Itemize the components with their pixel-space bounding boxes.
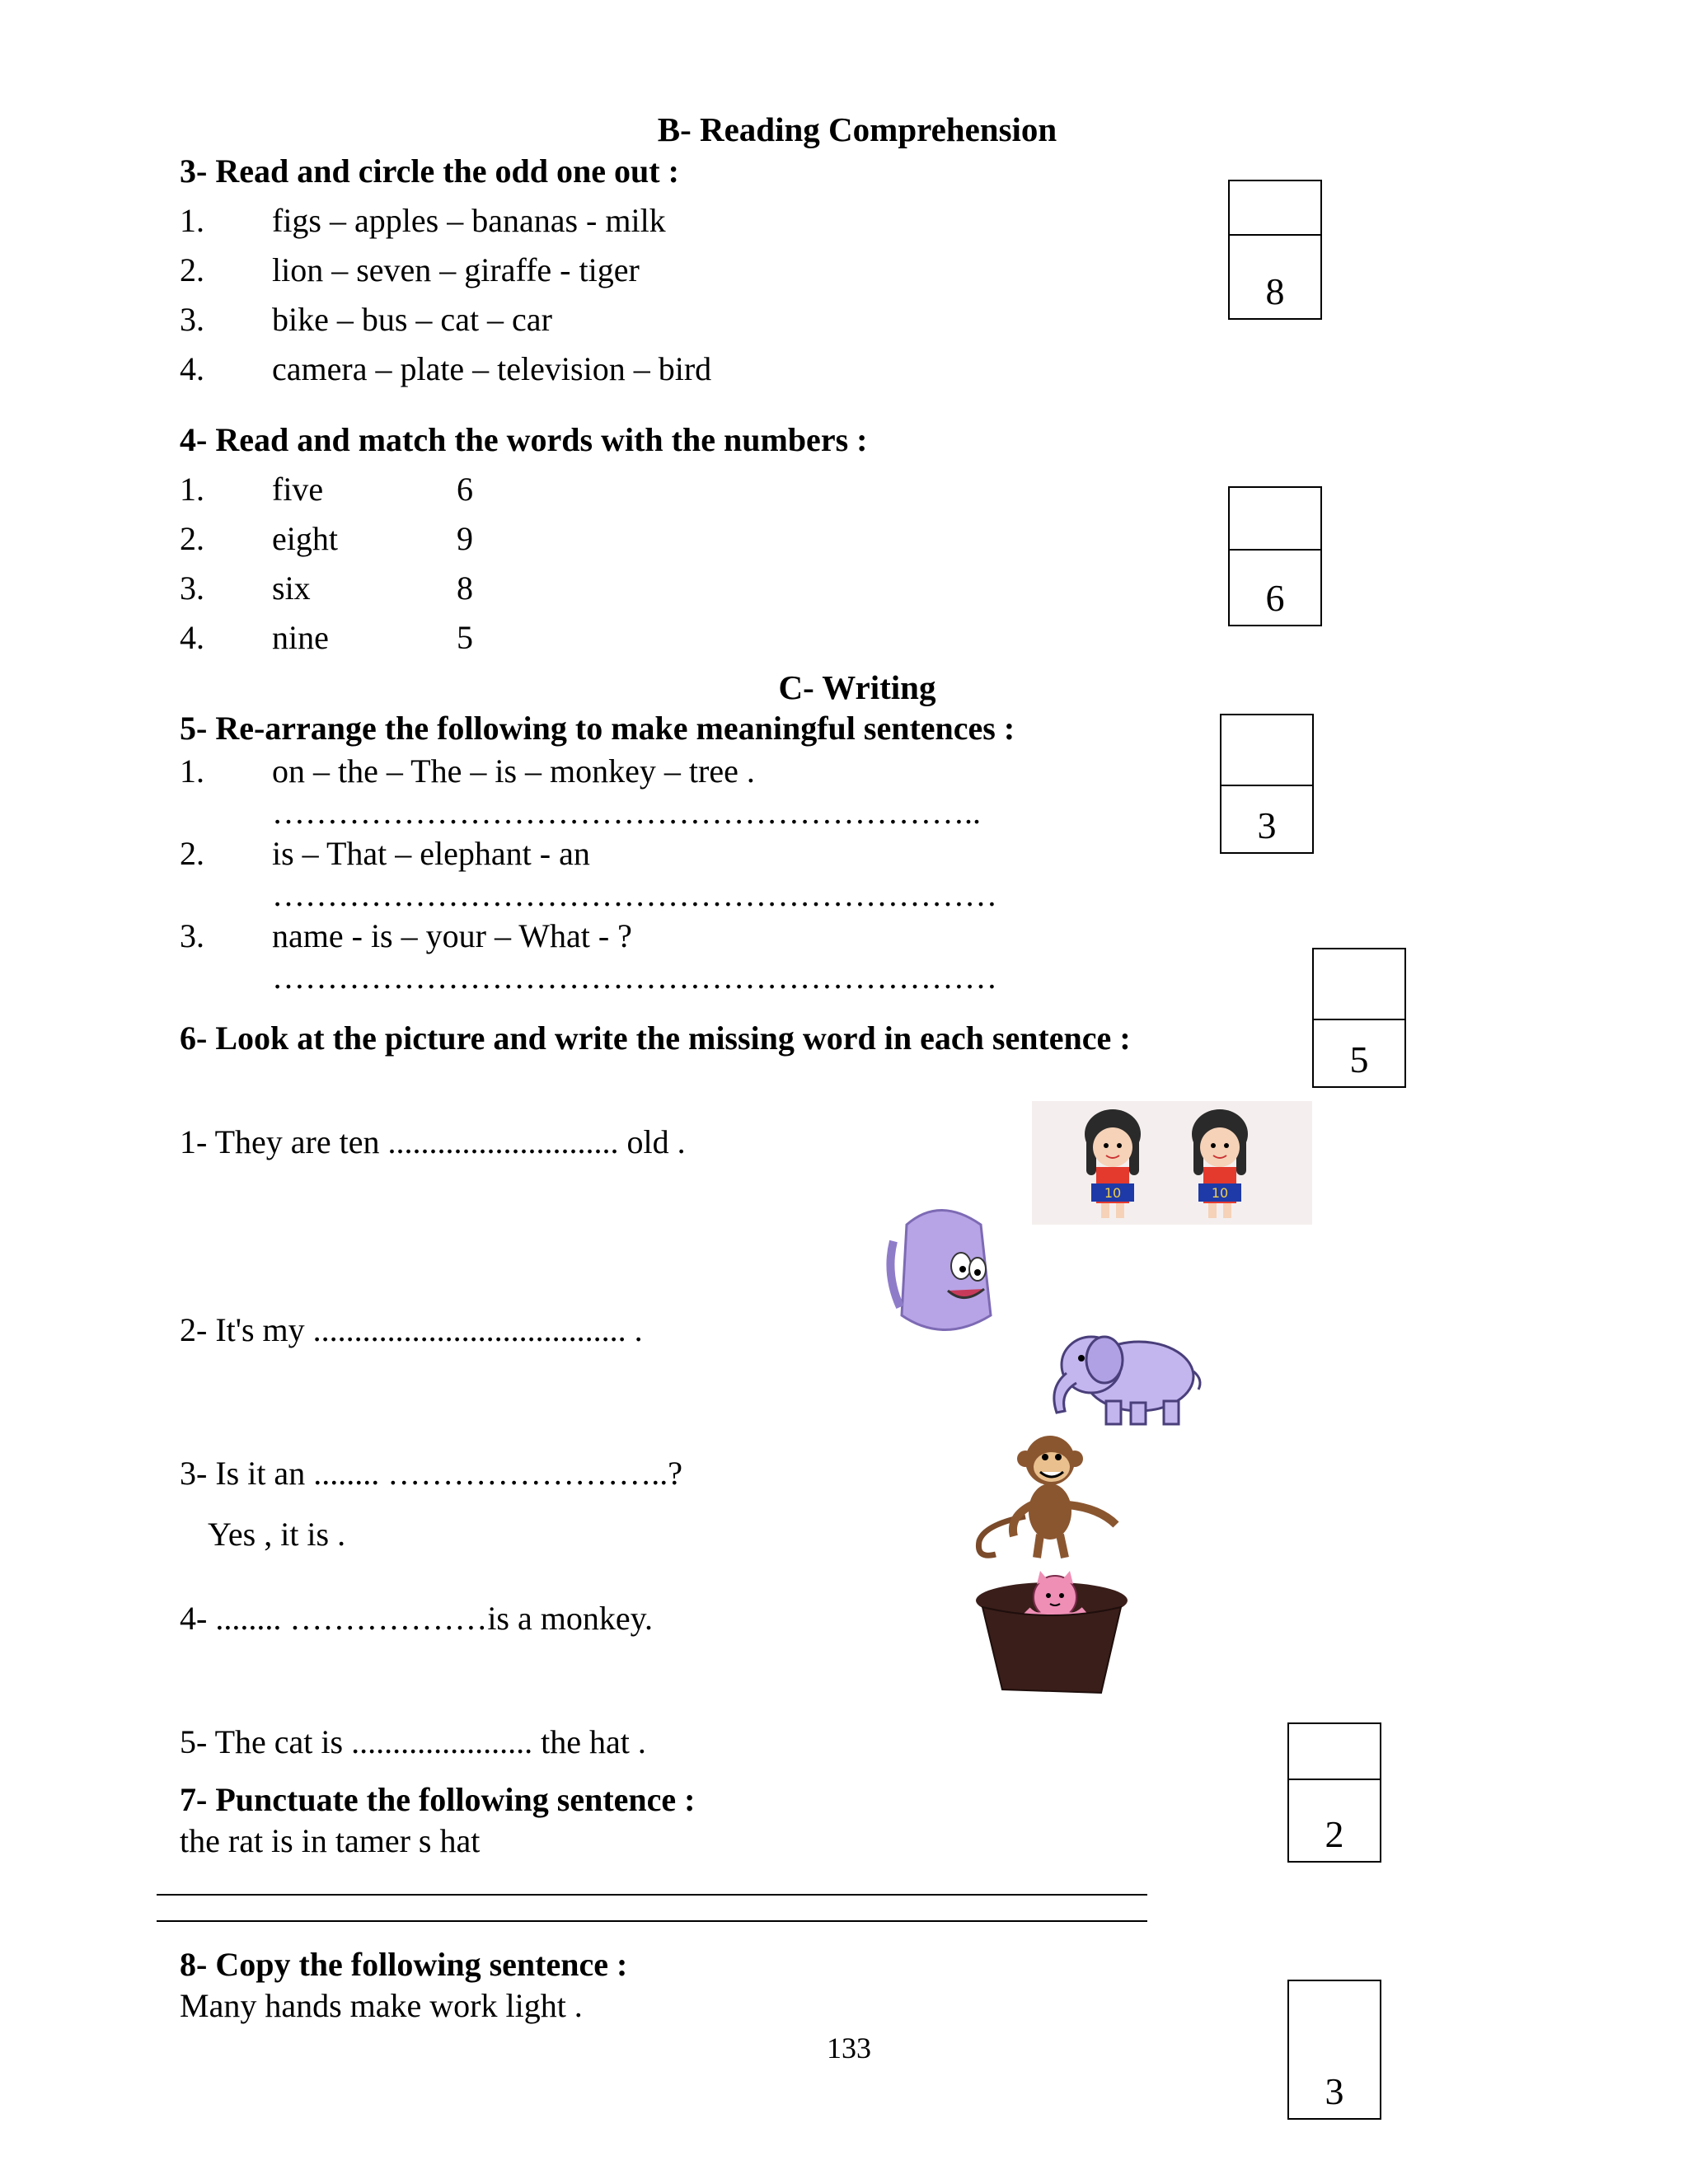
score-box-q6 — [1312, 948, 1406, 1088]
q4-item-word: five — [272, 471, 324, 508]
q7-sentence: the rat is in tamer s hat — [180, 1822, 481, 1859]
q6-sentence-3: 3- Is it an ........ ……………………..? — [180, 1455, 682, 1492]
q5-item-text: on – the – The – is – monkey – tree . — [272, 752, 755, 790]
q4-heading: 4- Read and match the words with the numbers : — [180, 421, 868, 458]
score-box-q8 — [1287, 1980, 1381, 2120]
svg-text:10: 10 — [1104, 1185, 1122, 1201]
section-title-reading: B- Reading Comprehension — [657, 110, 1057, 148]
q4-item-num: 3. — [180, 569, 204, 607]
q5-item-text: is – That – elephant - an — [272, 835, 590, 872]
monkey-image — [968, 1426, 1132, 1566]
q4-item-num: 4. — [180, 619, 204, 656]
q6-sentence-4: 4- ........ ………………is a monkey. — [180, 1600, 654, 1637]
q4-item-word: nine — [272, 619, 329, 656]
q3-item-num: 4. — [180, 350, 204, 387]
q6-sentence-3-answer: Yes , it is . — [208, 1516, 346, 1553]
section-title-writing: C- Writing — [778, 668, 936, 706]
cat-in-hat-image — [969, 1574, 1134, 1698]
twin-girls-image — [1032, 1101, 1312, 1225]
q3-heading: 3- Read and circle the odd one out : — [180, 152, 679, 190]
q5-item-text: name - is – your – What - ? — [272, 917, 632, 954]
score-box-q7 — [1287, 1722, 1381, 1863]
q3-item-text: camera – plate – television – bird — [272, 350, 712, 387]
elephant-image — [1040, 1322, 1205, 1429]
q5-answer-line[interactable]: ………………………………………………………… — [272, 958, 997, 996]
q3-item-text: lion – seven – giraffe - tiger — [272, 251, 640, 288]
q4-item-word: eight — [272, 520, 338, 557]
q3-item-text: figs – apples – bananas - milk — [272, 202, 666, 239]
q7-heading: 7- Punctuate the following sentence : — [180, 1781, 696, 1818]
answer-line-2[interactable] — [157, 1920, 1147, 1922]
q4-item-digit: 5 — [457, 619, 473, 656]
score-value: 6 — [1265, 577, 1285, 619]
q3-item-num: 1. — [180, 202, 204, 239]
q3-item-text: bike – bus – cat – car — [272, 301, 552, 338]
svg-text:10: 10 — [1211, 1185, 1229, 1201]
q8-sentence: Many hands make work light . — [180, 1987, 583, 2024]
score-value: 5 — [1349, 1038, 1369, 1080]
q6-sentence-1: 1- They are ten ............................ old . — [180, 1123, 686, 1160]
q5-heading: 5- Re-arrange the following to make meaningful sentences : — [180, 710, 1015, 747]
score-value: 2 — [1325, 1813, 1344, 1855]
backpack-image — [882, 1200, 1006, 1340]
q8-heading: 8- Copy the following sentence : — [180, 1946, 628, 1983]
score-box-q3 — [1228, 180, 1322, 320]
q5-item-num: 1. — [180, 752, 204, 790]
q5-item-num: 2. — [180, 835, 204, 872]
q4-item-digit: 8 — [457, 569, 473, 607]
q6-sentence-2: 2- It's my ...................................... . — [180, 1311, 643, 1348]
score-value: 8 — [1265, 270, 1285, 312]
q6-heading: 6- Look at the picture and write the missing word in each sentence : — [180, 1019, 1131, 1057]
q4-item-num: 2. — [180, 520, 204, 557]
q4-item-digit: 6 — [457, 471, 473, 508]
score-box-q5 — [1220, 714, 1314, 854]
score-box-q4 — [1228, 486, 1322, 626]
q3-item-num: 2. — [180, 251, 204, 288]
q4-item-num: 1. — [180, 471, 204, 508]
q4-item-digit: 9 — [457, 520, 473, 557]
q4-item-word: six — [272, 569, 311, 607]
q5-answer-line[interactable]: ………………………………………………………… — [272, 876, 997, 913]
score-value: 3 — [1257, 804, 1277, 846]
q3-item-num: 3. — [180, 301, 204, 338]
answer-line-1[interactable] — [157, 1894, 1147, 1896]
page-number: 133 — [827, 2032, 871, 2064]
q5-item-num: 3. — [180, 917, 204, 954]
score-value: 3 — [1325, 2070, 1344, 2112]
q5-answer-line[interactable]: ……………………………………………………….. — [272, 794, 981, 831]
q6-sentence-5: 5- The cat is ...................... the hat . — [180, 1723, 646, 1760]
